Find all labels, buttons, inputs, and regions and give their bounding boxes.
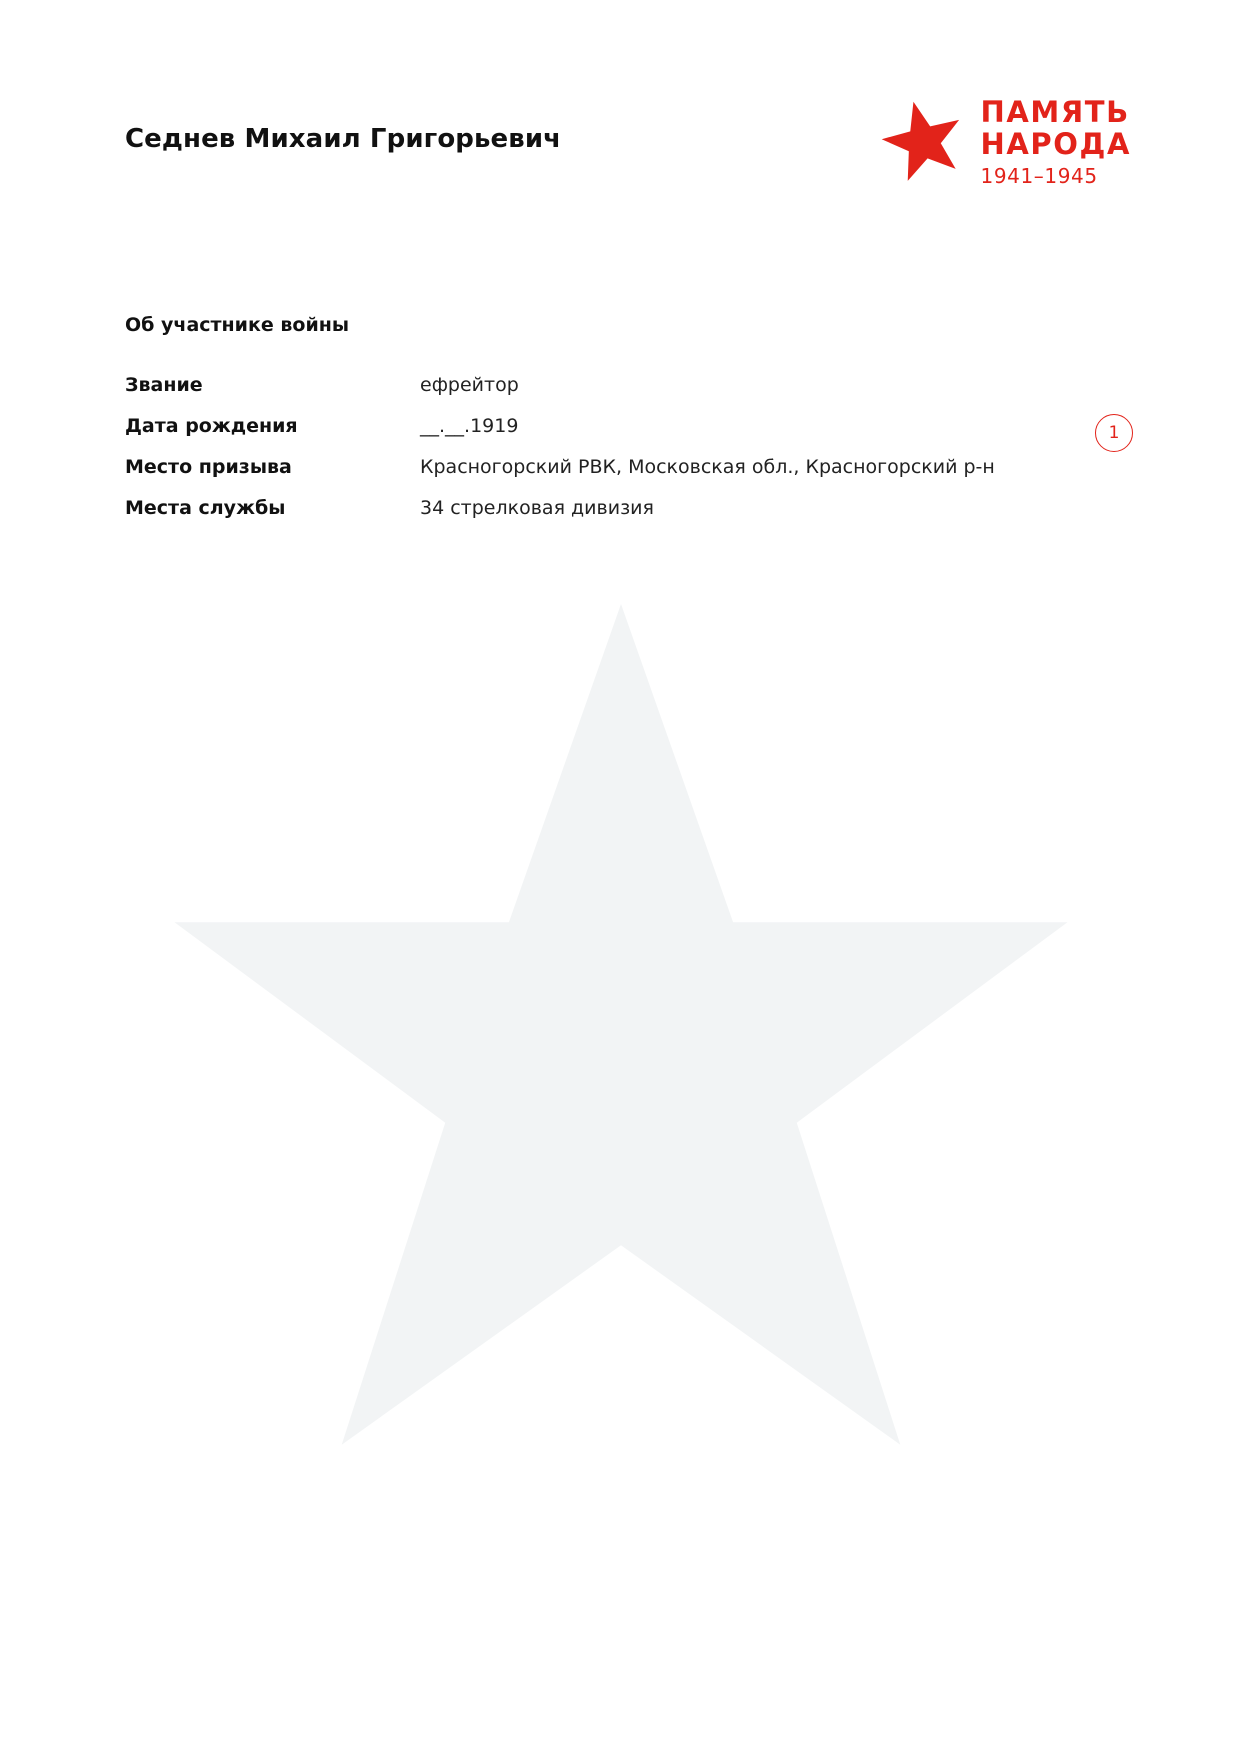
red-star-icon [881,98,965,182]
logo-line-2: НАРОДА [980,127,1131,161]
field-label-recruitment-place: Место призыва [125,455,292,478]
table-row [125,372,1131,413]
page-title: Седнев Михаил Григорьевич [125,124,562,154]
field-label-service-places: Места службы [125,496,286,519]
logo-years: 1941–1945 [980,164,1098,188]
watermark-star-background [126,585,1116,1535]
table-row [125,495,1131,536]
about-participant-section [0,314,1241,536]
table-row [125,454,1131,495]
page-number-badge: 1 [1095,414,1133,452]
participant-info-table [125,372,1131,536]
field-value-birthdate: __.__.1919 [420,414,519,437]
section-title: Об участнике войны [125,314,350,336]
logo-line-1: ПАМЯТЬ [980,95,1130,129]
document-header [0,0,1241,186]
field-label-birthdate: Дата рождения [125,414,298,437]
document-page [0,0,1241,536]
field-value-service-places: 34 стрелковая дивизия [420,496,654,519]
field-value-rank: ефрейтор [420,374,519,396]
field-label-rank: Звание [125,374,203,396]
logo-text-block [981,96,1132,186]
pamyat-naroda-logo [881,96,1132,186]
table-row [125,413,1131,454]
field-value-recruitment-place: Красногорский РВК, Московская обл., Красногорский р-н [420,455,995,478]
